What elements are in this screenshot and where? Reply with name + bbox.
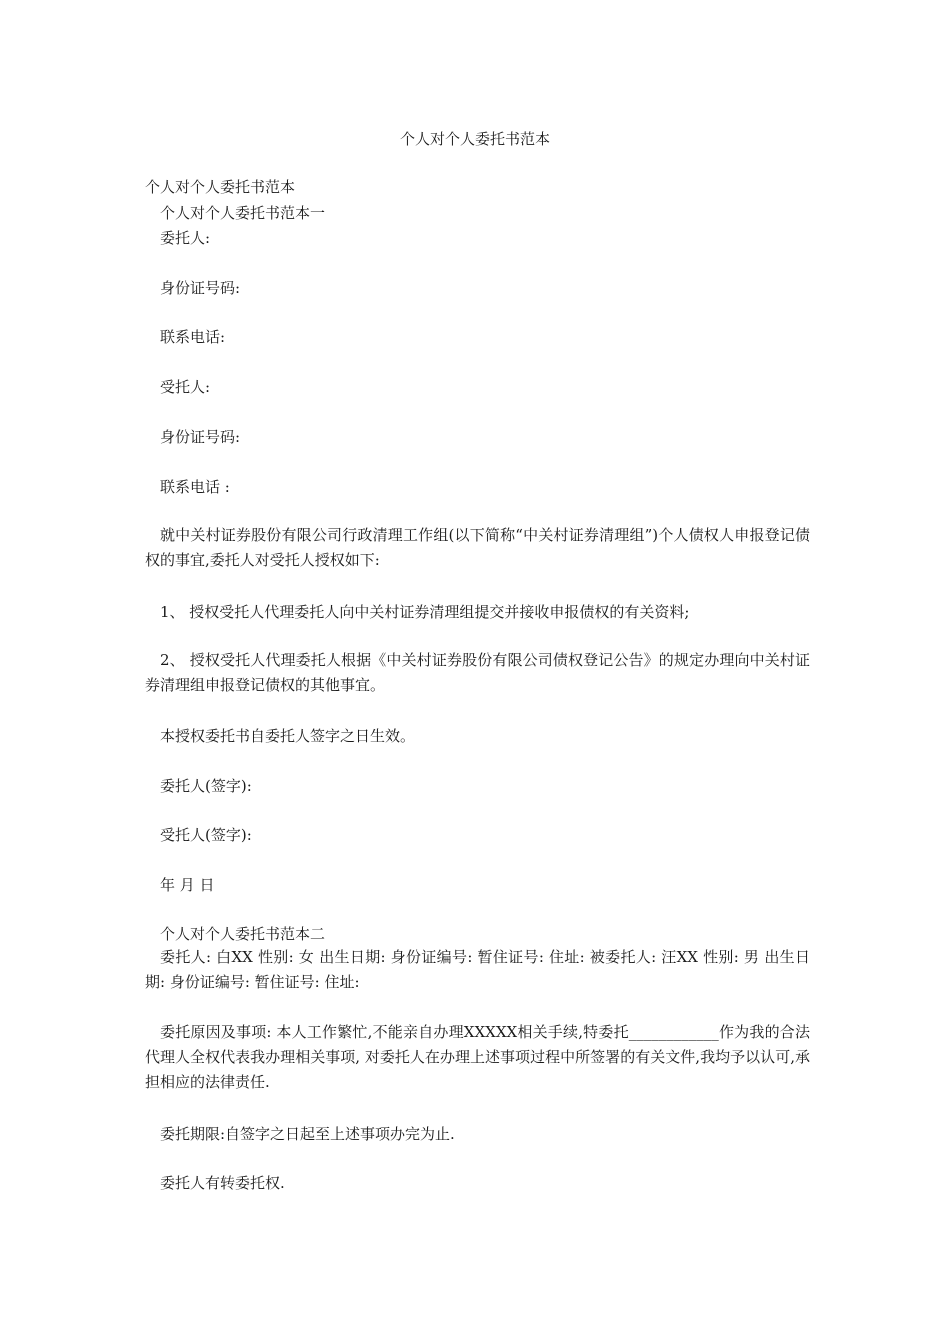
document-subtitle: 个人对个人委托书范本 <box>145 178 296 196</box>
principal-id-label: 身份证号码: <box>160 279 241 297</box>
transfer-clause: 委托人有转委托权. <box>160 1174 285 1192</box>
reason-paragraph: 委托原因及事项: 本人工作繁忙,不能亲自办理XXXXX相关手续,特委托____________作为我的合法代理人全权代表我办理相关事项, 对委托人在办理上述事项过程中所签署的有关文件,我均予以认可,承担相应的法律责任. <box>145 1023 810 1091</box>
sample2-heading: 个人对个人委托书范本二 <box>160 925 326 943</box>
authorization-item-2: 2、 授权受托人代理委托人根据《中关村证券股份有限公司债权登记公告》的规定办理向中关村证券清理组申报登记债权的其他事宜。 <box>145 651 810 694</box>
principal-label: 委托人: <box>160 229 211 247</box>
agent-signature-line: 受托人(签字): <box>160 826 252 844</box>
effective-clause: 本授权委托书自委托人签字之日生效。 <box>160 727 416 745</box>
date-line: 年 月 日 <box>160 876 215 894</box>
document-title: 个人对个人委托书范本 <box>399 130 550 148</box>
agent-phone-label: 联系电话 : <box>160 478 230 496</box>
sample1-heading: 个人对个人委托书范本一 <box>160 204 326 222</box>
intro-paragraph: 就中关村证券股份有限公司行政清理工作组(以下简称“中关村证券清理组”)个人债权人申报登记债权的事宜,委托人对受托人授权如下: <box>145 526 810 569</box>
period-clause: 委托期限:自签字之日起至上述事项办完为止. <box>160 1125 455 1143</box>
authorization-item-1: 1、 授权受托人代理委托人向中关村证券清理组提交并接收申报债权的有关资料; <box>160 603 690 621</box>
principal-signature-line: 委托人(签字): <box>160 777 252 795</box>
agent-label: 受托人: <box>160 378 211 396</box>
parties-paragraph: 委托人: 白XX 性别: 女 出生日期: 身份证编号: 暂住证号: 住址: 被委托人: 汪XX 性别: 男 出生日期: 身份证编号: 暂住证号: 住址: <box>145 948 810 991</box>
principal-phone-label: 联系电话: <box>160 328 226 346</box>
agent-id-label: 身份证号码: <box>160 428 241 446</box>
